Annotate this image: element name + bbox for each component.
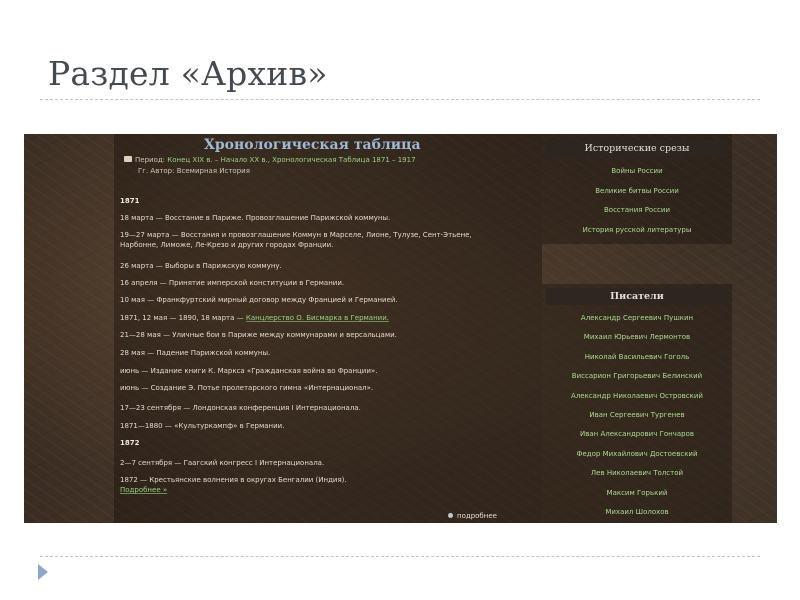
tags-label: Гг. [138,167,149,175]
line-text: 1872 [120,439,140,447]
slide-title: Раздел «Архив» [48,54,328,93]
line-text: 19—27 марта — Восстания и провозглашение Коммун в Марселе, Лионе, Тулузе, Сент-Этьене, [120,231,472,239]
writer-link[interactable]: Александр Сергеевич Пушкин [580,314,694,322]
line-text: 1871, 12 мая — 1890, 18 марта — [120,314,246,322]
line-text: 17—23 сентября — Лондонская конференция I Интернационала. [120,404,361,412]
sidebar [542,134,732,523]
chronology-line [120,231,472,239]
chronology-line [120,349,270,357]
writer-link[interactable]: Александр Николаевич Островский [571,391,703,400]
chronology-line [120,384,373,392]
author-name: Всемирная История [176,167,250,175]
line-text: 28 мая — Падение Парижской коммуны. [120,349,271,357]
period-label: Период: [135,156,166,164]
more-link[interactable]: подробнее [448,512,497,520]
chronology-line [120,262,282,270]
chronology-line [120,279,344,287]
sidebar-section-link[interactable]: Войны России [611,167,663,175]
chronology-line [120,367,377,375]
sidebar-section-link[interactable]: Восстания России [603,206,670,214]
period-link[interactable]: Конец XIX в. – Начало XX в., Хронологическая Таблица 1871 – 1917 [167,156,416,164]
line-link[interactable]: Канцлерство О. Бисмарка в Германии. [245,314,390,322]
next-slide-arrow-icon[interactable] [38,564,48,580]
chronology-line [120,241,333,249]
line-text: 2—7 сентября — Гаагский конгресс I Интернационала. [120,459,325,467]
sidebar-section-link[interactable]: Великие битвы России [595,186,679,195]
year-heading [120,197,139,205]
line-text: Нарбонне, Лиможе, Ле-Крезо и других городах Франции. [120,241,334,249]
line-text: 21—28 мая — Уличные бои в Париже между коммунарами и версальцами. [120,331,397,339]
bullet-icon [448,513,453,518]
line-text: 10 мая — Франкфуртский мирный договор между Францией и Германией. [120,296,398,304]
year-heading [120,439,139,447]
line-text: 18 марта — Восстание в Париже. Провозглашение Парижской коммуны. [120,214,391,222]
writer-link[interactable]: Иван Александрович Гончаров [580,430,694,439]
chronology-line [120,422,284,430]
writer-link[interactable]: Максим Горький [606,488,668,497]
writer-link[interactable]: Михаил Юрьевич Лермонтов [583,333,691,342]
footer-divider [40,556,760,557]
chronology-line [120,331,397,339]
writer-link[interactable]: Виссарион Григорьевич Белинский [571,372,703,381]
writer-link[interactable]: Федор Михайлович Достоевский [576,449,698,458]
line-text: июнь — Создание Э. Потье пролетарского гимна «Интернационал». [120,384,374,392]
title-divider [40,99,760,100]
writer-link[interactable]: Иван Сергеевич Тургенев [589,411,685,419]
line-text: 1871 [120,197,140,205]
writer-link[interactable]: Николай Васильевич Гоголь [584,352,690,361]
chronology-line [120,214,390,222]
line-text: 16 апреля — Принятие имперской конституции в Германии. [120,279,345,287]
chronology-line [120,404,361,412]
meta-author [138,167,250,175]
page-title: Хронологическая таблица [204,137,421,153]
website-screenshot [24,134,777,523]
line-text: 1872 — Крестьянские волнения в округах Бенгалии (Индия). [120,476,347,484]
chronology-line [120,314,389,322]
line-text: июнь — Издание книги К. Маркса «Гражданская война во Франции». [120,367,378,375]
sections-heading: Исторические срезы [546,140,728,157]
author-label: Автор: [150,167,175,175]
chronology-line [120,296,398,304]
line-text: 1871—1880 — «Культуркампф» в Германии. [120,422,285,430]
meta-period [124,156,416,164]
writer-link[interactable]: Михаил Шолохов [605,508,669,516]
line-link[interactable]: Подробнее » [120,486,168,494]
chronology-line [120,486,167,494]
chronology-line [120,476,347,484]
writer-link[interactable]: Лев Николаевич Толстой [590,469,684,478]
writers-heading: Писатели [546,288,728,305]
sections-box [542,134,732,244]
line-text: 26 марта — Выборы в Парижскую коммуну. [120,262,282,270]
writers-box [542,284,732,523]
sidebar-section-link[interactable]: История русской литературы [582,225,692,234]
folder-icon [124,156,132,162]
chronology-line [120,459,324,467]
